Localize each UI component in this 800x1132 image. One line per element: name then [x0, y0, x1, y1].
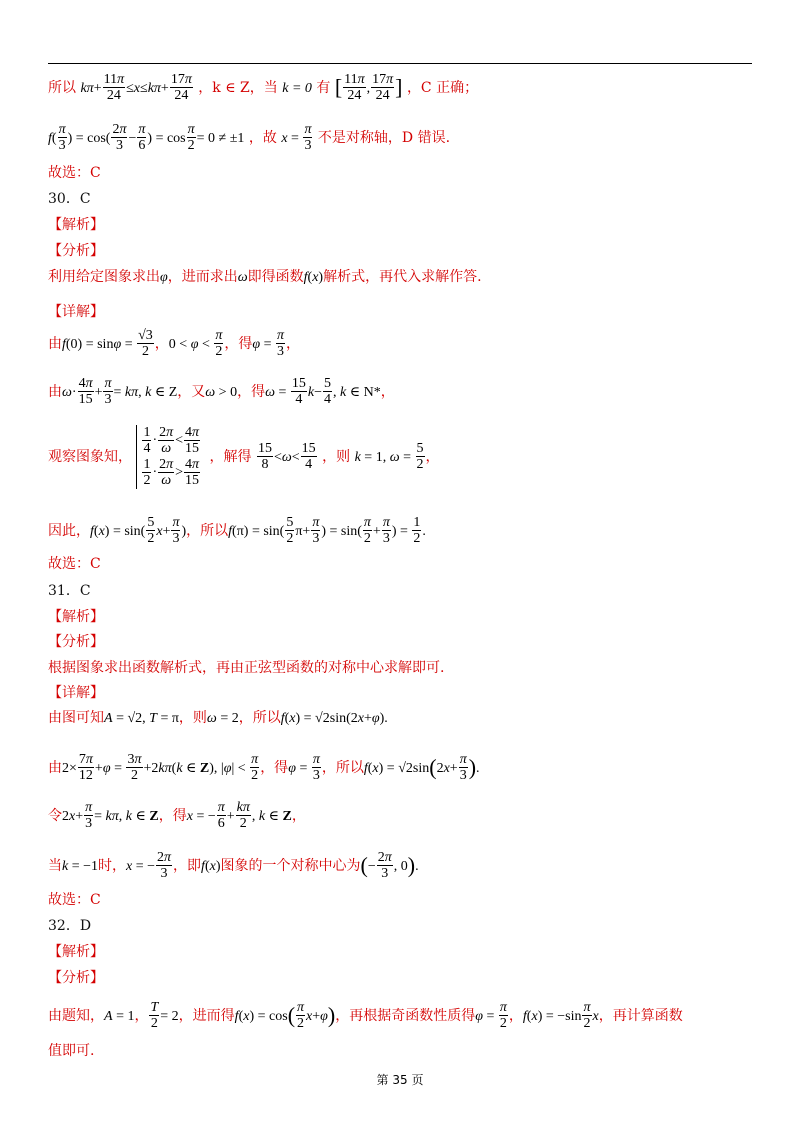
- q30-detail-line-4: 因此，f(x) = sin( $\frac{5}{2}$ x+ $\frac{\pi}{3}$ )，所以f(π) = sin( $\frac{5}{2}$ π+ $\frac{\pi}{3}$ ) = sin( $\frac{\pi}{2}$ + $\frac{\pi}{3}$ ) = $\frac{1}{2}$ .: [48, 515, 426, 547]
- q31-detail-line-4: 当k = −1时，x = − $\frac{2\pi}{3}$ ，即f(x)图象的一个对称中心为(− $\frac{2\pi}{3}$ , 0).: [48, 850, 419, 882]
- q31-fenxi-text: 根据图象求出函数解析式，再由正弦型函数的对称中心求解即可.: [48, 660, 445, 676]
- q30-detail-line-2: 由ω· $\frac{4\pi}{15}$ + $\frac{\pi}{3}$ = kπ, k ∈ Z，又ω > 0，得ω = $\frac{15}{4}$ k− $\frac{5}{4}$ , k ∈ N*，: [48, 376, 395, 408]
- q31-detail-line-1: 由图可知A = √2, T = π，则ω = 2，所以f(x) = √2sin(2x+φ).: [48, 710, 388, 726]
- q30-detail-line-1: 由f(0) = sinφ = $\frac{√3}{2}$ ，0 < φ < $\frac{\pi}{2}$ ，得φ = $\frac{\pi}{3}$ ，: [48, 328, 301, 360]
- inequality-system: $\frac{1}{4}$ · $\frac{2\pi}{\omega}$ < $\frac{4\pi}{15}$ $\frac{1}{2}$ · $\frac{2\pi}{\omega}$ > $\frac{4\pi}{15}$: [136, 425, 201, 489]
- header-rule: [48, 63, 752, 64]
- q31-detail-line-2: 由2× $\frac{7\pi}{12}$ +φ = $\frac{3\pi}{2}$ +2kπ(k ∈ Z), |φ| < $\frac{\pi}{2}$ ，得φ = $\frac{\pi}{3}$ ，所以f(x) = √2sin(2x+ $\frac{\pi}{3}$ ).: [48, 752, 480, 784]
- q32-fenxi-tag: 【分析】: [48, 970, 104, 986]
- q31-number: 31．C: [48, 583, 91, 599]
- q31-analysis-tag: 【解析】: [48, 609, 104, 625]
- q31-detail-tag: 【详解】: [48, 685, 104, 701]
- page-number: 第 35 页: [376, 1073, 424, 1087]
- intro-line-1: 所以 kπ+ $\frac{11\pi}{24}$ ≤x≤kπ+ $\frac{17\pi}{24}$ ，k ∈ Z，当 k = 0 有 [ $\frac{11\pi}{24}$ , $\frac{17\pi}{24}$ ] ，C 正确；: [48, 72, 479, 104]
- intro-answer: 故选：C: [48, 165, 101, 181]
- q30-number: 30．C: [48, 191, 91, 207]
- intro-line-2: f( $\frac{\pi}{3}$ ) = cos( $\frac{2\pi}{3}$ − $\frac{\pi}{6}$ ) = cos $\frac{\pi}{2}$ = 0 ≠ ±1 ，故 x = $\frac{\pi}{3}$ 不是对称轴，D 错误.: [48, 122, 451, 154]
- q30-detail-line-3: 观察图象知， $\frac{1}{4}$ · $\frac{2\pi}{\omega}$ < $\frac{4\pi}{15}$ $\frac{1}{2}$ · $\frac{2\pi}{\omega}$ > $\frac{4\pi}{15}$ ，解得 $\frac{15}{8}$ <ω< $\frac{15}{4}$ ，则 k = 1, ω = $\frac{5}{2}$ ，: [48, 425, 440, 489]
- q31-fenxi-tag: 【分析】: [48, 634, 104, 650]
- q32-analysis-tag: 【解析】: [48, 944, 104, 960]
- q30-detail-tag: 【详解】: [48, 304, 104, 320]
- q30-fenxi-tag: 【分析】: [48, 243, 104, 259]
- q30-answer: 故选：C: [48, 556, 101, 572]
- q31-answer: 故选：C: [48, 892, 101, 908]
- q32-fenxi-line-2: 值即可.: [48, 1043, 95, 1059]
- q32-number: 32．D: [48, 918, 92, 934]
- q30-analysis-tag: 【解析】: [48, 217, 104, 233]
- q31-detail-line-3: 令2x+ $\frac{\pi}{3}$ = kπ, k ∈ Z，得x = − $\frac{\pi}{6}$ + $\frac{k\pi}{2}$ , k ∈ Z，: [48, 800, 306, 832]
- q32-fenxi-line-1: 由题知，A = 1， $\frac{T}{2}$ = 2，进而得f(x) = cos( $\frac{\pi}{2}$ x+φ)，再根据奇函数性质得φ = $\frac{\pi}{2}$ ，f(x) = −sin $\frac{\pi}{2}$ x，再计算函数: [48, 1000, 683, 1032]
- q30-fenxi-text: 利用给定图象求出φ，进而求出ω即得函数f(x)解析式，再代入求解作答.: [48, 269, 482, 285]
